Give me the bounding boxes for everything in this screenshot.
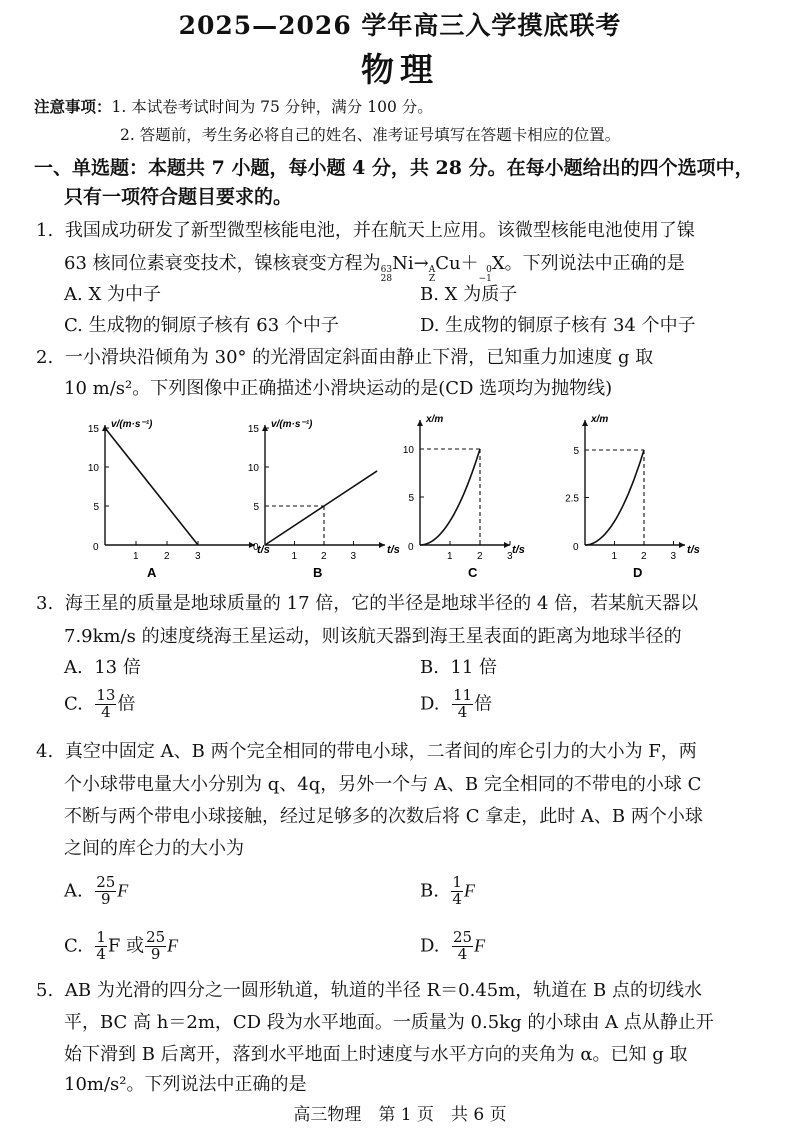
y-axis-label: v/(m·s⁻¹) bbox=[271, 419, 313, 430]
exam-title: 2025—2026 学年高三入学摸底联考 bbox=[178, 11, 622, 40]
denominator: 4 bbox=[457, 944, 468, 963]
q3-option-a bbox=[64, 656, 141, 680]
q3-text-line-2: 7.9km/s 的速度绕海王星运动，则该航天器到海王星表面的距离为地球半径的 bbox=[64, 626, 682, 647]
denominator: 9 bbox=[100, 889, 111, 908]
q1-option-c: C. 生成物的铜原子核有 63 个中子 bbox=[64, 315, 339, 336]
numerator: 25 bbox=[452, 928, 473, 946]
q1-line2b: 。下列说法中正确的是 bbox=[504, 253, 685, 274]
y-axis-arrow-icon bbox=[417, 420, 423, 426]
q4-line1: 真空中固定 A、B 两个完全相同的带电小球，二者间的库仑引力的大小为 F，两 bbox=[64, 741, 697, 762]
x-atomic-number: −1 bbox=[478, 274, 492, 284]
option-suffix: F bbox=[117, 880, 129, 901]
decay-arrow: → bbox=[413, 253, 429, 274]
denominator: 4 bbox=[452, 889, 462, 908]
q4-option-d bbox=[420, 930, 485, 963]
ni-mass-number: 63 bbox=[380, 265, 393, 275]
data-curve bbox=[585, 450, 644, 545]
origin-label: 0 bbox=[93, 542, 99, 553]
data-line bbox=[265, 471, 377, 545]
q1-line1: 我国成功研发了新型微型核能电池，并在航天上应用。该微型核能电池使用了镍 bbox=[64, 220, 695, 241]
cu-atomic-number: Z bbox=[428, 274, 436, 284]
numerator: 13 bbox=[96, 686, 116, 704]
page-footer: 高三物理 第 1 页 共 6 页 bbox=[293, 1105, 507, 1125]
x-axis-arrow-icon bbox=[379, 542, 385, 548]
x-tick-label: 2 bbox=[164, 551, 170, 562]
graph-option-label: C bbox=[468, 565, 478, 580]
option-label: C. bbox=[64, 693, 83, 715]
fraction bbox=[452, 930, 473, 963]
y-tick-label: 15 bbox=[247, 424, 259, 435]
x-tick-label: 3 bbox=[670, 551, 677, 562]
q5-text-line-1 bbox=[36, 980, 702, 1002]
section-heading-line-1: 一、单选题：本题共 7 小题，每小题 4 分，共 28 分。在每小题给出的四个选项中， bbox=[34, 157, 754, 179]
y-tick-label: 5 bbox=[93, 502, 99, 513]
numerator: 11 bbox=[452, 686, 473, 704]
q4-text-line-3: 不断与两个带电小球接触，经过足够多的次数后将 C 拿走，此时 A、B 两个小球 bbox=[64, 806, 703, 827]
option-suffix: F bbox=[474, 935, 486, 956]
x-tick-label: 3 bbox=[507, 551, 513, 562]
y-tick-label: 15 bbox=[87, 424, 99, 435]
q2-text-line-1 bbox=[36, 347, 653, 369]
fraction bbox=[451, 875, 463, 908]
x-tick-label: 2 bbox=[321, 551, 327, 562]
q3-option-b bbox=[420, 656, 497, 680]
q5-text-line-2: 平，BC 高 h＝2m，CD 段为水平地面。一质量为 0.5kg 的小球由 A 点从静止开 bbox=[64, 1012, 714, 1033]
origin-label: 0 bbox=[408, 542, 414, 553]
x-axis-arrow-icon bbox=[504, 542, 510, 548]
x-symbol: X bbox=[491, 253, 505, 274]
notes-line-1 bbox=[34, 96, 433, 118]
option-label: C. bbox=[64, 935, 83, 957]
x-tick-label: 1 bbox=[611, 551, 618, 562]
q1-option-d: D. 生成物的铜原子核有 34 个中子 bbox=[420, 315, 696, 336]
y-tick-label: 10 bbox=[247, 463, 259, 474]
q4-number: 4. bbox=[36, 741, 54, 762]
q3-option-c bbox=[64, 688, 135, 721]
option-suffix: 倍 bbox=[117, 693, 136, 715]
graph-option-label: A bbox=[147, 565, 157, 580]
note-item-1: 1. 本试卷考试时间为 75 分钟，满分 100 分。 bbox=[111, 98, 433, 116]
numerator: 25 bbox=[96, 873, 116, 891]
numerator: 1 bbox=[96, 928, 106, 946]
y-tick-label: 10 bbox=[87, 463, 99, 474]
q3-line1: 海王星的质量是地球质量的 17 倍，它的半径是地球半径的 4 倍，若某航天器以 bbox=[64, 593, 699, 614]
x-tick-label: 1 bbox=[133, 551, 139, 562]
x-axis-label: t/s bbox=[512, 544, 525, 556]
ni-symbol: Ni bbox=[392, 253, 414, 274]
q4-text-line-4: 之间的库仑力的大小为 bbox=[64, 838, 244, 859]
q4-option-a bbox=[64, 875, 128, 908]
q5-line1: AB 为光滑的四分之一圆形轨道，轨道的半径 R＝0.45m，轨道在 B 点的切线水 bbox=[64, 980, 702, 1001]
option-suffix: F bbox=[463, 880, 475, 901]
q4-text-line-2: 个小球带电量大小分别为 q、4q，另外一个与 A、B 完全相同的不带电的小球 C bbox=[64, 774, 702, 795]
q1-line2a: 63 核同位素衰变技术，镍核衰变方程为 bbox=[64, 253, 381, 274]
subject-title: 物理 bbox=[361, 50, 439, 89]
q3-text-line-1 bbox=[36, 593, 698, 615]
plus-sign: ＋ bbox=[460, 253, 479, 274]
x-tick-label: 2 bbox=[477, 551, 483, 562]
x-axis-arrow-icon bbox=[679, 542, 685, 548]
q3-option-d bbox=[420, 688, 492, 721]
q1-option-b: B. X 为质子 bbox=[420, 284, 518, 305]
option-suffix-2: F bbox=[167, 935, 179, 956]
section-heading-line-2: 只有一项符合题目要求的。 bbox=[64, 186, 293, 208]
fraction bbox=[95, 930, 107, 963]
q2-graphs bbox=[0, 405, 800, 585]
q5-text-line-3: 始下滑到 B 后离开，落到水平地面上时速度与水平方向的夹角为 α。已知 g 取 bbox=[64, 1044, 688, 1065]
option-text: 11 倍 bbox=[450, 657, 498, 678]
q1-text-line-1 bbox=[36, 220, 695, 242]
y-axis-arrow-icon bbox=[582, 420, 588, 426]
y-tick-label: 5 bbox=[573, 446, 579, 457]
graph-option-label: B bbox=[313, 565, 323, 580]
fraction bbox=[95, 875, 116, 908]
cu-symbol: Cu bbox=[435, 253, 461, 274]
x-axis-label: t/s bbox=[687, 544, 700, 556]
denominator: 4 bbox=[457, 702, 468, 721]
x-axis-label: t/s bbox=[387, 544, 400, 556]
denominator: 9 bbox=[150, 944, 161, 963]
option-label: A. bbox=[64, 880, 83, 902]
note-item-2: 2. 答题前，考生务必将自己的姓名、准考证号填写在答题卡相应的位置。 bbox=[120, 126, 621, 144]
q4-text-line-1 bbox=[36, 741, 697, 763]
x-nucleon-numbers bbox=[479, 266, 492, 284]
q4-option-b bbox=[420, 875, 475, 908]
x-mass-number: 0 bbox=[486, 265, 492, 275]
option-label: D. bbox=[420, 693, 440, 715]
q5-text-line-4: 10m/s²。下列说法中正确的是 bbox=[64, 1074, 307, 1095]
option-text: 13 倍 bbox=[94, 657, 141, 678]
option-suffix: F 或 bbox=[107, 935, 145, 957]
option-label: A. bbox=[64, 657, 83, 678]
y-axis-label: x/m bbox=[426, 414, 444, 425]
y-tick-label: 5 bbox=[408, 493, 414, 504]
q4-option-c bbox=[64, 930, 178, 963]
option-label: B. bbox=[420, 657, 439, 678]
numerator: 25 bbox=[146, 928, 166, 946]
denominator: 4 bbox=[101, 702, 111, 721]
origin-label: 0 bbox=[573, 542, 579, 553]
y-tick-label: 2.5 bbox=[565, 493, 579, 505]
x-tick-label: 2 bbox=[641, 551, 647, 562]
fraction-2 bbox=[145, 930, 166, 963]
notes-label: 注意事项： bbox=[34, 97, 112, 116]
q2-text-line-2: 10 m/s²。下列图像中正确描述小滑块运动的是(CD 选项均为抛物线) bbox=[64, 378, 613, 399]
q5-number: 5. bbox=[36, 980, 54, 1001]
x-tick-label: 3 bbox=[350, 551, 357, 562]
option-suffix: 倍 bbox=[474, 693, 493, 715]
ni-atomic-number: 28 bbox=[380, 274, 393, 284]
y-tick-label: 10 bbox=[402, 445, 414, 456]
x-tick-label: 3 bbox=[195, 551, 201, 562]
data-line bbox=[105, 428, 198, 545]
origin-label: 0 bbox=[253, 542, 259, 553]
option-label: D. bbox=[420, 935, 440, 957]
numerator: 1 bbox=[452, 873, 462, 891]
q1-option-a: A. X 为中子 bbox=[64, 284, 161, 305]
data-curve bbox=[420, 449, 480, 545]
x-tick-label: 1 bbox=[291, 551, 298, 562]
x-tick-label: 1 bbox=[447, 551, 453, 562]
q2-number: 2. bbox=[36, 347, 54, 368]
option-label: B. bbox=[420, 880, 439, 902]
q1-number: 1. bbox=[36, 220, 54, 241]
cu-mass-number: A bbox=[428, 265, 436, 275]
x-axis-label: t/s bbox=[257, 544, 270, 556]
q1-text-line-2 bbox=[64, 253, 685, 284]
ni-nucleon-numbers bbox=[381, 266, 392, 284]
y-tick-label: 5 bbox=[253, 502, 259, 513]
fraction bbox=[452, 688, 473, 721]
fraction bbox=[95, 688, 116, 721]
q2-line1: 一小滑块沿倾角为 30° 的光滑固定斜面由静止下滑，已知重力加速度 g 取 bbox=[64, 347, 654, 368]
graph-option-label: D bbox=[633, 565, 643, 580]
y-axis-label: x/m bbox=[591, 414, 609, 425]
y-axis-label: v/(m·s⁻¹) bbox=[111, 419, 153, 430]
q3-number: 3. bbox=[36, 593, 54, 614]
denominator: 4 bbox=[96, 944, 106, 963]
